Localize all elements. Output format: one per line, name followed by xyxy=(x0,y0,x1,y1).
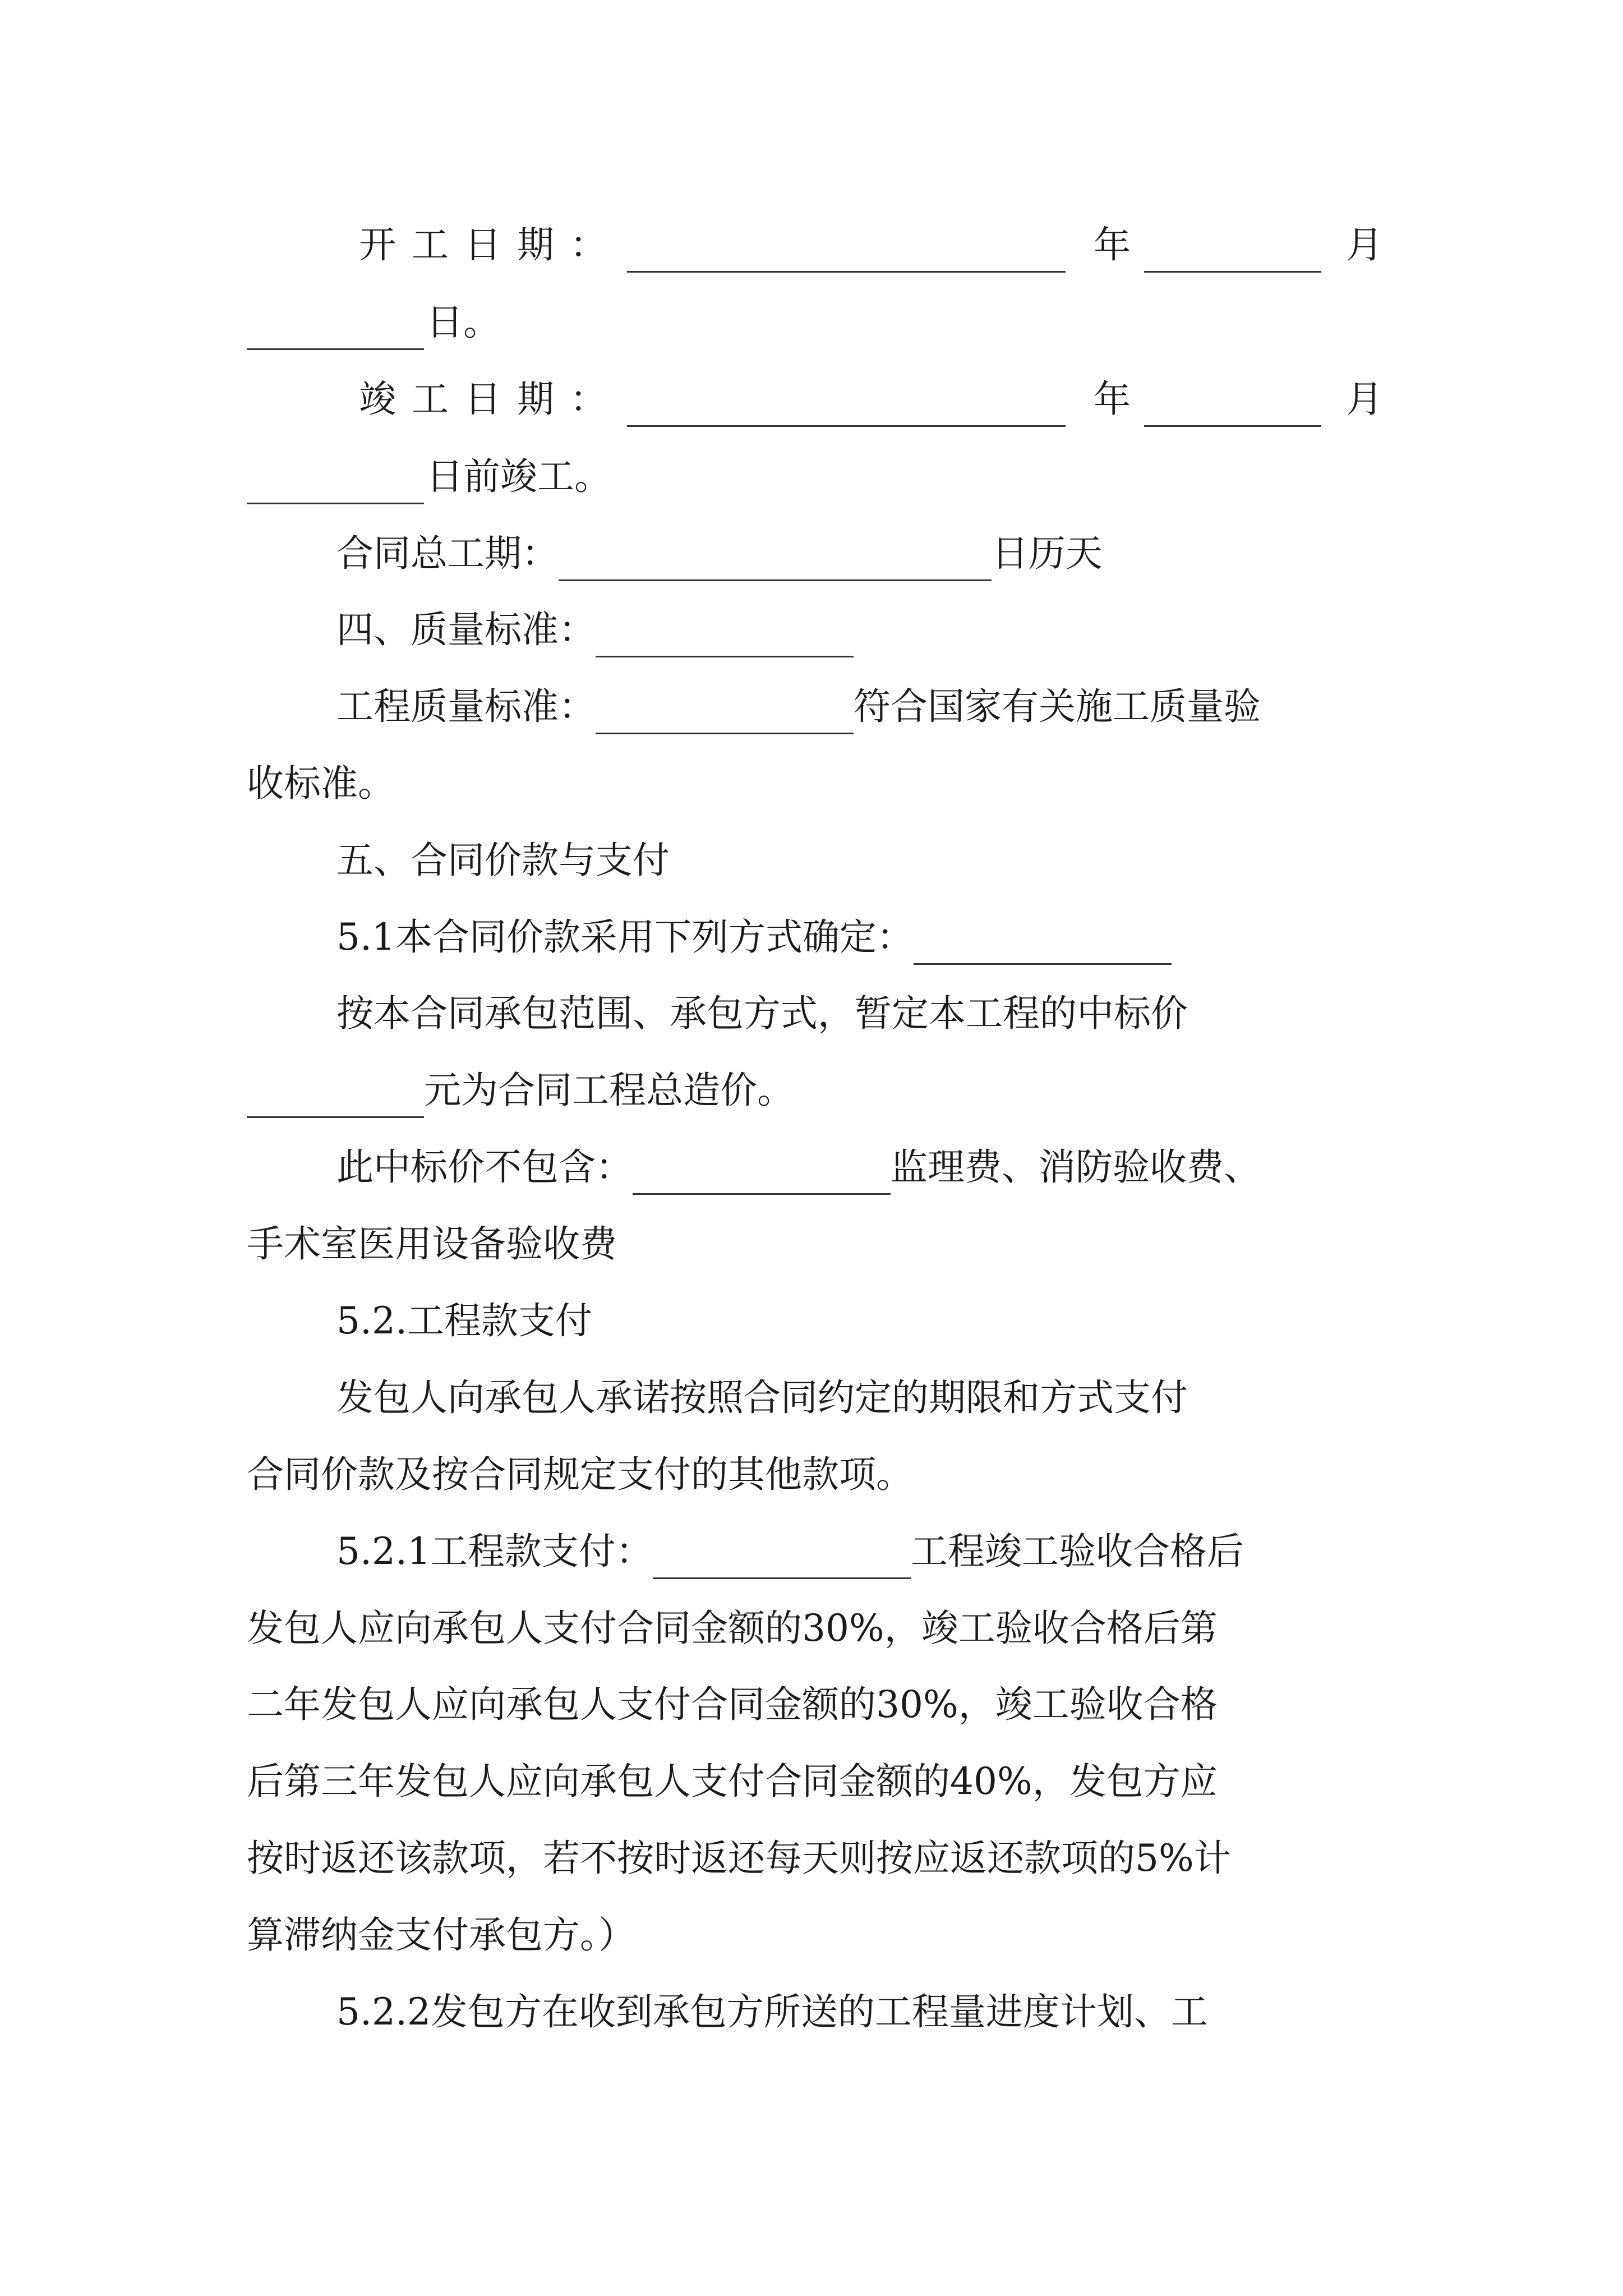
exclude-label: 此中标价不包含： xyxy=(336,1145,633,1189)
start-day-unit: 日。 xyxy=(426,301,500,344)
clause-5-2-1-blank[interactable] xyxy=(653,1521,911,1579)
start-month-unit: 月 xyxy=(1346,223,1383,266)
clause-5-2-1-cont-1: 发包人应向承包人支付合同金额的30%，竣工验收合格后第 xyxy=(247,1607,1218,1650)
exclude-text: 监理费、消防验收费、 xyxy=(891,1145,1261,1189)
end-day-unit: 日前竣工。 xyxy=(426,455,611,498)
start-date-label: 开工日期： xyxy=(359,223,623,266)
clause-5-2-1-line xyxy=(336,1521,1244,1582)
clause-5-2-2: 5.2.2发包方在收到承包方所送的工程量进度计划、工 xyxy=(336,1990,1208,2033)
end-date-line xyxy=(359,369,623,430)
end-date-day-blank[interactable] xyxy=(247,446,424,504)
clause-5-1-cont-line xyxy=(247,1060,794,1121)
quality-standard-label: 工程质量标准： xyxy=(336,685,596,728)
total-period-unit: 日历天 xyxy=(992,532,1103,575)
quality-heading-blank[interactable] xyxy=(596,599,854,657)
clause-5-1: 5.1本合同价款采用下列方式确定： xyxy=(336,915,914,959)
quality-standard-blank[interactable] xyxy=(596,676,854,734)
quality-heading: 四、质量标准： xyxy=(336,608,596,651)
end-date-month-blank[interactable] xyxy=(1144,369,1321,427)
clause-5-2-cont: 合同价款及按合同规定支付的其他款项。 xyxy=(247,1453,913,1496)
end-date-year-blank[interactable] xyxy=(627,369,1066,427)
quality-standard-cont: 收标准。 xyxy=(247,762,395,805)
end-year-unit: 年 xyxy=(1094,378,1131,421)
start-date-line xyxy=(359,214,623,276)
bid-price-blank[interactable] xyxy=(247,1060,424,1118)
clause-5-2-1-label: 5.2.1工程款支付： xyxy=(336,1530,653,1573)
start-year-unit: 年 xyxy=(1094,223,1131,266)
clause-5-2-1-cont-5: 算滞纳金支付承包方。） xyxy=(247,1913,635,1957)
total-period-blank[interactable] xyxy=(559,523,992,581)
exclude-line xyxy=(336,1137,1261,1198)
clause-5-2-1-cont-2: 二年发包人应向承包人支付合同金额的30%，竣工验收合格 xyxy=(247,1683,1218,1726)
clause-5-2: 5.2.工程款支付 xyxy=(336,1299,592,1342)
total-period-label: 合同总工期： xyxy=(336,532,559,575)
clause-5-1-text: 按本合同承包范围、承包方式，暂定本工程的中标价 xyxy=(336,992,1188,1035)
exclude-blank[interactable] xyxy=(633,1137,891,1195)
start-date-day-blank[interactable] xyxy=(247,292,424,350)
quality-standard-line xyxy=(336,676,1261,738)
clause-5-2-1-cont-4: 按时返还该款项，若不按时返还每天则按应返还款项的5%计 xyxy=(247,1837,1231,1880)
exclude-cont: 手术室医用设备验收费 xyxy=(247,1222,617,1266)
clause-5-2-1-cont-3: 后第三年发包人应向承包人支付合同金额的40%，发包方应 xyxy=(247,1760,1218,1803)
quality-heading-line xyxy=(336,599,854,661)
clause-5-1-cont: 元为合同工程总造价。 xyxy=(424,1069,794,1112)
end-month-unit: 月 xyxy=(1346,378,1383,421)
end-date-label: 竣工日期： xyxy=(359,378,623,421)
clause-5-2-1-text: 工程竣工验收合格后 xyxy=(910,1530,1244,1573)
clause-5-1-line xyxy=(336,907,1172,968)
total-period-line xyxy=(336,523,1103,585)
start-date-year-blank[interactable] xyxy=(627,214,1066,273)
quality-standard-text: 符合国家有关施工质量验 xyxy=(854,685,1261,728)
clause-5-1-blank[interactable] xyxy=(914,907,1172,965)
price-heading: 五、合同价款与支付 xyxy=(336,839,670,882)
start-date-month-blank[interactable] xyxy=(1144,214,1321,273)
clause-5-2-text: 发包人向承包人承诺按照合同约定的期限和方式支付 xyxy=(336,1376,1188,1419)
